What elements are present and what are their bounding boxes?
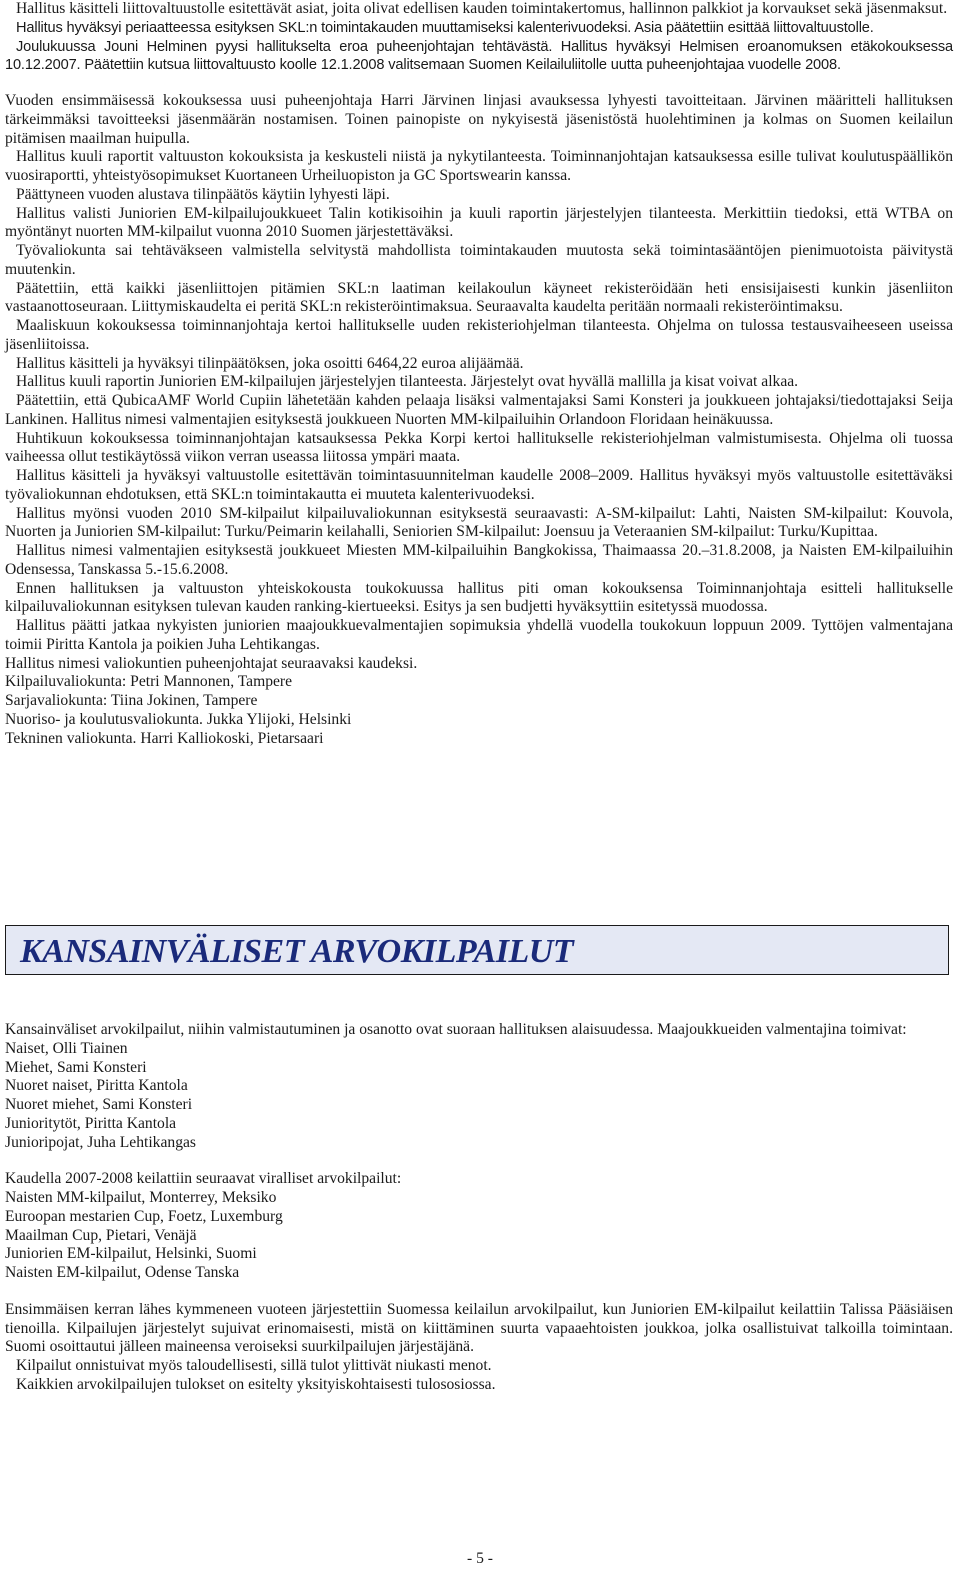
coach-item: Naiset, Olli Tiainen xyxy=(5,1039,128,1057)
board-meetings-section xyxy=(5,0,953,748)
section-banner xyxy=(5,925,949,975)
event-item: Euroopan mestarien Cup, Foetz, Luxemburg xyxy=(5,1207,283,1225)
paragraph: Hallitus nimesi valmentajien esityksestä joukkueet Miesten MM-kilpailuihin Bangkokissa, Thaimaassa 20.–31.8.2008, ja Naisten EM-kilpailuihin Odensessa, Tanskassa 5.-15.6.2008. xyxy=(5,542,953,578)
committees-intro: Hallitus nimesi valiokuntien puheenjohtajat seuraavaksi kaudeksi. xyxy=(5,654,418,672)
event-item: Maailman Cup, Pietari, Venäjä xyxy=(5,1226,197,1244)
committee-item: Sarjavaliokunta: Tiina Jokinen, Tampere xyxy=(5,692,258,709)
paragraph: Työvaliokunta sai tehtäväkseen valmistella selvitystä mahdollista toimintakauden muutosta sekä toimintasääntöjen pienimuotoista päivitystä muutenkin. xyxy=(5,242,953,278)
event-item: Naisten EM-kilpailut, Odense Tanska xyxy=(5,1264,240,1281)
paragraph: Hallitus käsitteli ja hyväksyi valtuustolle esitettävän toimintasuunnitelman kaudelle 2008–2009. Hallitus hyväksyi myös valtuustolle esitettäväksi työvaliokunnan ehdotuksen, että SKL:n toimintakautta ei muuteta kalenterivuodeksi. xyxy=(5,467,953,503)
international-intro: Kansainväliset arvokilpailut, niihin valmistautuminen ja osanotto ovat suoraan hallituksen alaisuudessa. Maajoukkueiden valmentajina toimivat: xyxy=(5,1021,907,1038)
committee-item: Tekninen valiokunta. Harri Kalliokoski, Pietarsaari xyxy=(5,729,324,747)
page-number: - 5 - xyxy=(467,1550,493,1567)
closing-paragraph: Ensimmäisen kerran lähes kymmeneen vuoteen järjestettiin Suomessa keilailun arvokilpailut, kun Juniorien EM-kilpailut keilattiin Talissa Pääsiäisen tienoilla. Kilpailujen järjestelyt sujuivat erinomaisesti, mistä on kiittäminen suurta vapaaehtoisten joukkoa, jolka osallistuivat talkoilla toimintaan. Suomi osoittautui jälleen maineensa veroiseksi suurkilpailujen järjestäjänä. xyxy=(5,1300,953,1356)
paragraph: Hallitus kuuli raportin Juniorien EM-kilpailujen järjestelyjen tilanteesta. Järjestelyt ovat hyvällä mallilla ja kisat voivat alkaa. xyxy=(16,373,799,391)
closing-paragraph: Kaikkien arvokilpailujen tulokset on esitelty yksityiskohtaisesti tulososiossa. xyxy=(16,1375,496,1393)
paragraph: Hallitus kuuli raportit valtuuston kokouksista ja keskusteli niistä ja nykytilanteesta. Toiminnanjohtajan katsauksessa esille tulivat koulutuspäällikön vuosiraportti, yhteistyösopimukset Kuortaneen Urheiluopiston ja GC Sportswearin kanssa. xyxy=(5,148,953,184)
paragraph: Maaliskuun kokouksessa toiminnanjohtaja kertoi hallitukselle uuden rekisteriohjelman tilanteesta. Ohjelma on tulossa testausvaiheeseen useissa jäsenliitoissa. xyxy=(5,317,953,353)
paragraph: Vuoden ensimmäisessä kokouksessa uusi puheenjohtaja Harri Järvinen linjasi avauksessa lyhyesti tavoitteitaan. Järvinen määritteli hallituksen tärkeimmäksi tavoitteeksi jäsenmäärän nostamisen. Toinen painopiste on nykyisestä jäsenistöstä huolehtiminen ja kolmas on Suomen keilailun pitämisen maailman huipulla. xyxy=(5,92,953,147)
paragraph: Päätettiin, että kaikki jäsenliittojen pitämien SKL:n laatiman keilakoulun käyneet rekisteröidään heti ensisijaisesti kunkin jäsenliiton vastaanottoseuraan. Liittymiskaudelta ei peritä SKL:n rekisteröintimaksua. Seuraavalta kaudelta peritään normaali rekisteröintimaksu. xyxy=(5,279,953,316)
coach-item: Miehet, Sami Konsteri xyxy=(5,1058,147,1076)
event-item: Juniorien EM-kilpailut, Helsinki, Suomi xyxy=(5,1245,257,1263)
paragraph: Hallitus päätti jatkaa nykyisten juniorien maajoukkuevalmentajien sopimuksia yhdellä vuodella toukokuun loppuun 2009. Tyttöjen valmentajana toimii Piritta Kantola ja poikien Juha Lehtikangas. xyxy=(5,617,953,653)
committee-item: Nuoriso- ja koulutusvaliokunta. Jukka Ylijoki, Helsinki xyxy=(5,710,352,728)
section-title: KANSAINVÄLISET ARVOKILPAILUT xyxy=(20,933,574,970)
paragraph: Hallitus valisti Juniorien EM-kilpailujoukkueet Talin kotikisoihin ja kuuli raportin järjestelyjen tilanteesta. Merkittiin tiedoksi, että WTBA on myöntänyt nuorten MM-kilpailut vuonna 2010 Suomen järjestettäväksi. xyxy=(5,204,953,241)
paragraph: Hallitus hyväksyi periaatteessa esityksen SKL:n toimintakauden muuttamiseksi kalenterivuodeksi. Asia päätettiin esittää liittovaltuustolle. xyxy=(16,19,874,36)
events-intro: Kaudella 2007-2008 keilattiin seuraavat viralliset arvokilpailut: xyxy=(5,1170,402,1188)
committee-item: Kilpailuvaliokunta: Petri Mannonen, Tampere xyxy=(5,673,293,691)
paragraph: Huhtikuun kokouksessa toiminnanjohtajan katsauksessa Pekka Korpi kertoi hallitukselle rekisteriohjelman valmistumisesta. Ohjelma oli tuossa vaiheessa ollut testikäytössä viikon verran useassa liitossa ympäri maata. xyxy=(5,429,953,466)
report-page xyxy=(5,0,953,748)
paragraph: Hallitus myönsi vuoden 2010 SM-kilpailut kilpailuvaliokunnan esityksestä seuraavasti: A-SM-kilpailut: Lahti, Naisten SM-kilpailut: Kouvola, Nuorten ja Juniorien SM-kilpailut: Turku/Peimarin keilahalli, Seniorien SM-kilpailut: Joensuu ja Veteraanien SM-kilpailut: Turku/Kupittaa. xyxy=(5,504,953,541)
paragraph: Ennen hallituksen ja valtuuston yhteiskokousta toukokuussa hallitus piti oman kokouksensa Toiminnanjohtaja esitteli hallitukselle kilpailuvaliokunnan esityksen tulevan kauden ranking-kiertueeksi. Esitys ja sen budjetti hyväksyttiin esitetyssä muodossa. xyxy=(5,579,953,616)
paragraph: Päättyneen vuoden alustava tilinpäätös käytiin lyhyesti läpi. xyxy=(16,185,390,203)
coach-item: Junioritytöt, Piritta Kantola xyxy=(5,1114,177,1132)
paragraph: Hallitus käsitteli liittovaltuustolle esitettävät asiat, joita olivat edellisen kauden toimintakertomus, hallinnon palkkiot ja korvaukset sekä jäsenmaksut. xyxy=(16,0,948,17)
international-section xyxy=(5,1021,953,1395)
closing-paragraph: Kilpailut onnistuivat myös taloudellisesti, sillä tulot ylittivät niukasti menot. xyxy=(16,1357,492,1374)
coach-item: Nuoret miehet, Sami Konsteri xyxy=(5,1096,193,1113)
event-item: Naisten MM-kilpailut, Monterrey, Meksiko xyxy=(5,1189,277,1206)
paragraph: Päätettiin, että QubicaAMF World Cupiin lähetetään kahden pelaaja lisäksi valmentajaksi Sami Konsteri ja joukkueen johtajaksi/tiedottajaksi Seija Lankinen. Hallitus nimesi valmentajien esityksestä joukkueen Nuorten MM-kilpailuihin Orlandoon Floridaan heinäkuussa. xyxy=(5,392,953,428)
paragraph: Joulukuussa Jouni Helminen pyysi hallitukselta eroa puheenjohtajan tehtävästä. Hallitus hyväksyi Helmisen eroanomuksen etäkokouksessa 10.12.2007. Päätettiin kutsua liittovaltuusto koolle 12.1.2008 valitsemaan Suomen Keilailuliitolle uutta puheenjohtajaa vuodelle 2008. xyxy=(5,38,953,74)
coach-item: Nuoret naiset, Piritta Kantola xyxy=(5,1077,188,1095)
coach-item: Junioripojat, Juha Lehtikangas xyxy=(5,1133,196,1151)
paragraph: Hallitus käsitteli ja hyväksyi tilinpäätöksen, joka osoitti 6464,22 euroa alijäämää. xyxy=(16,354,524,372)
